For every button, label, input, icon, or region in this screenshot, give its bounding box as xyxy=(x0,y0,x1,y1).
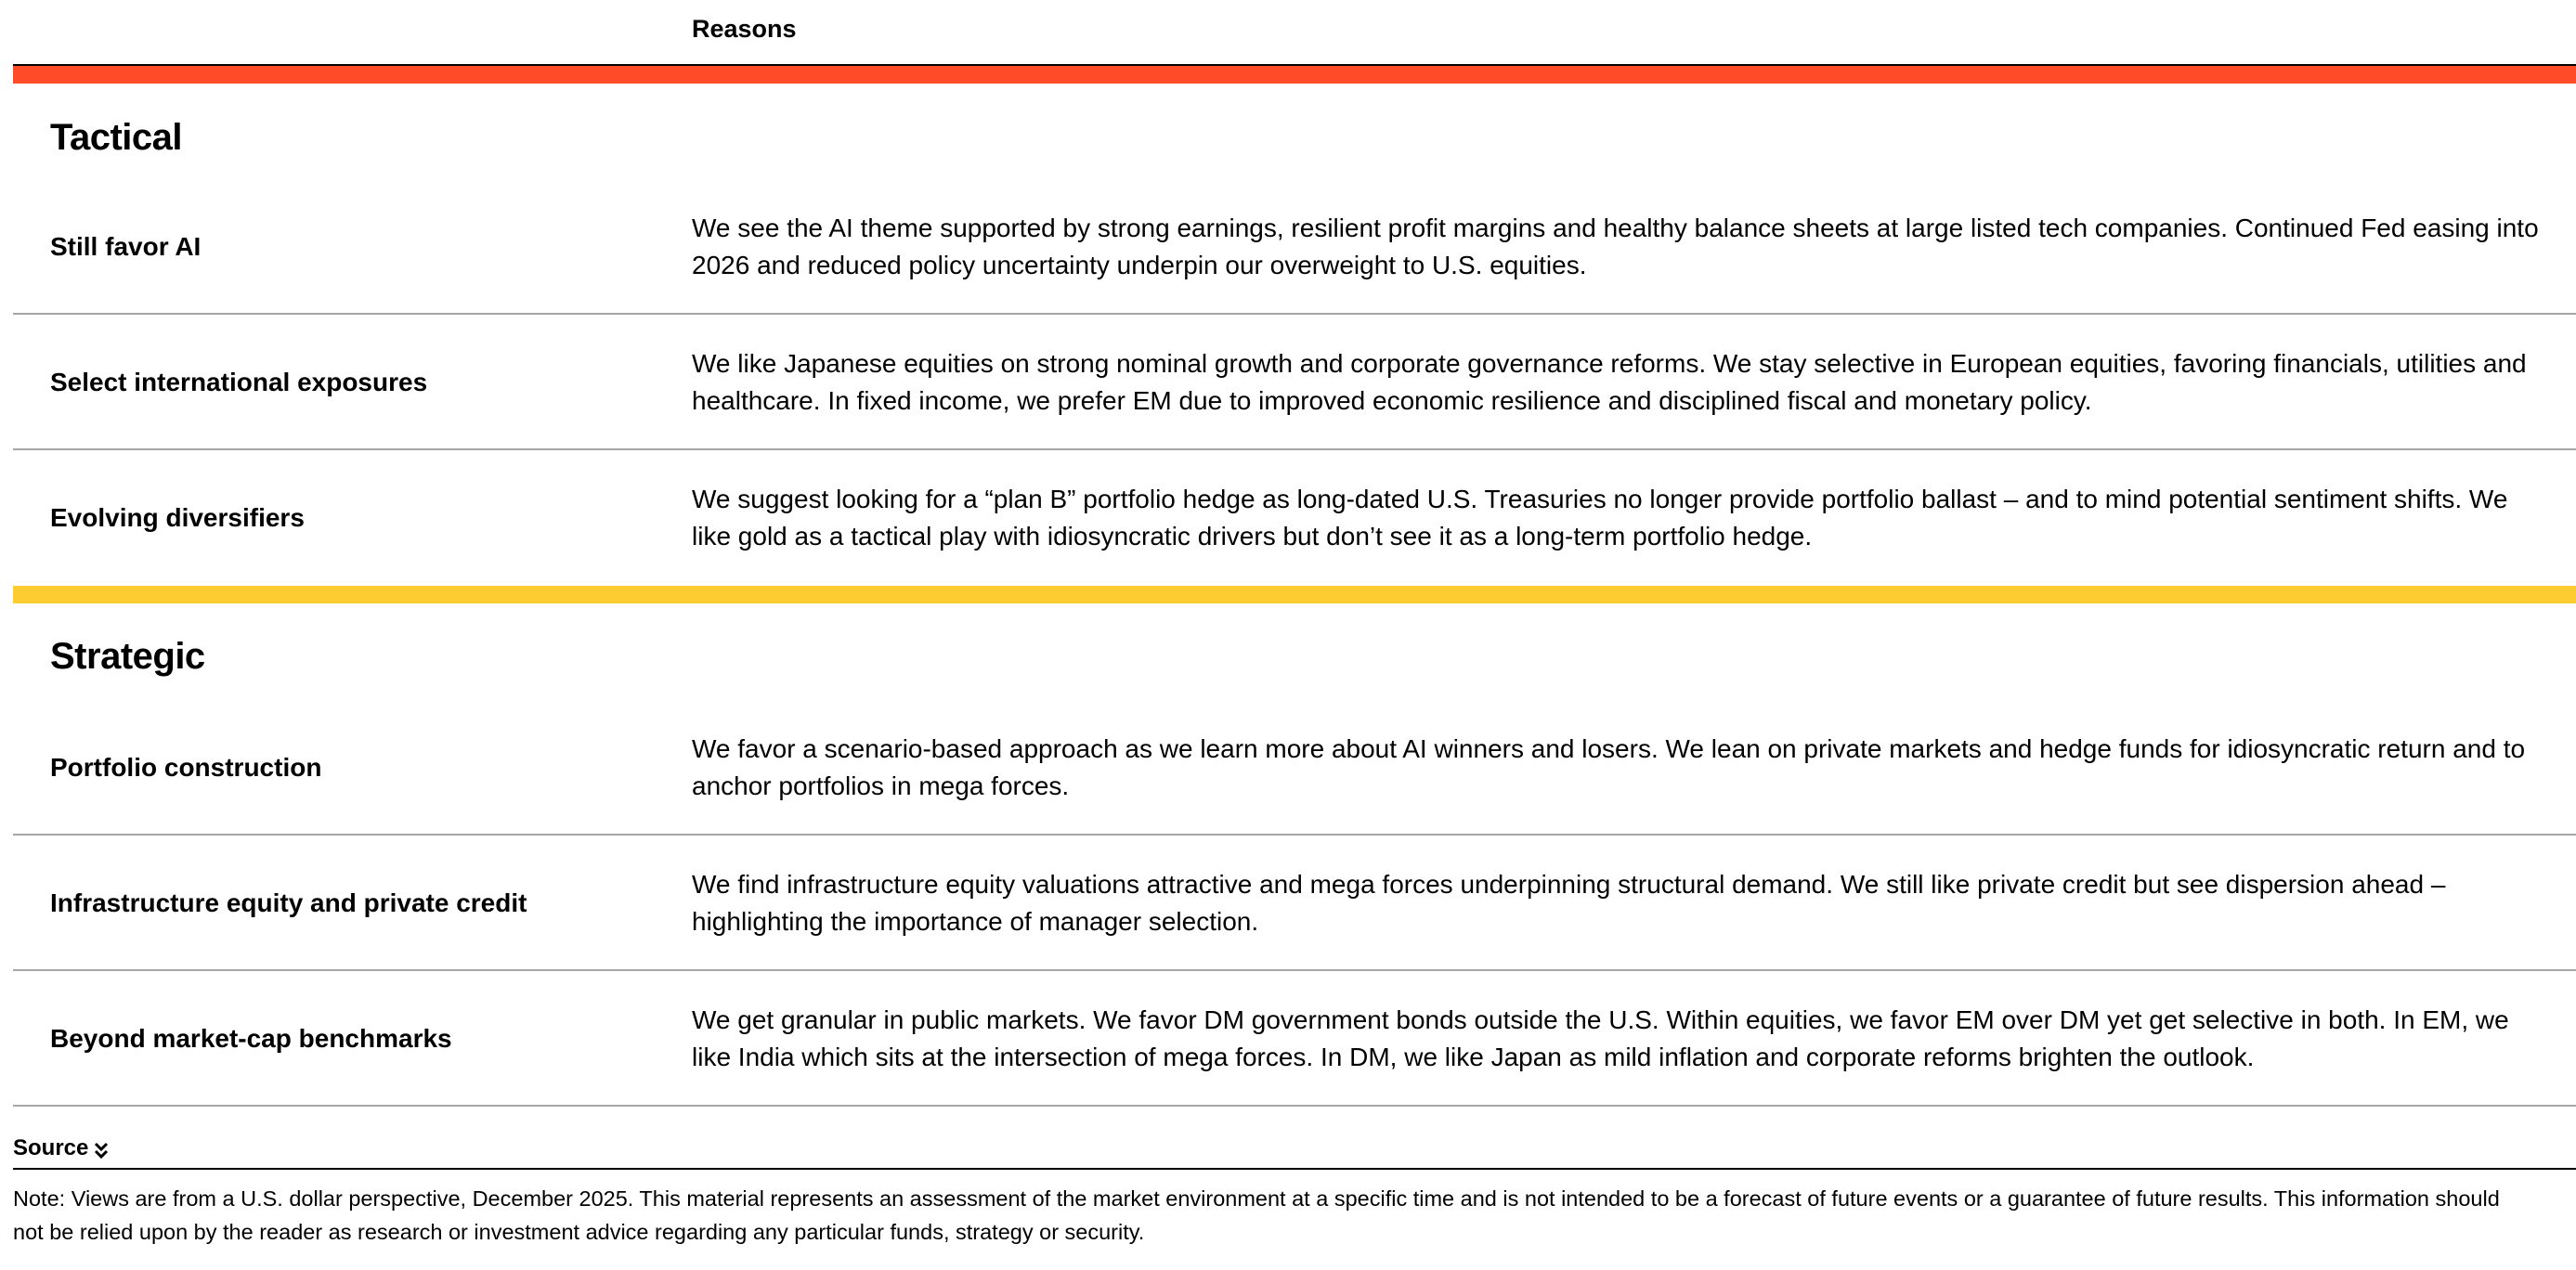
views-table xyxy=(13,0,2576,1270)
table-row xyxy=(13,700,2576,836)
row-reason: We find infrastructure equity valuations attractive and mega forces underpinning structural demand. We still like private credit but see dispersion ahead – highlighting the importance of manager selection. xyxy=(692,870,2446,936)
row-label: Evolving diversifiers xyxy=(50,503,305,532)
row-reason: We suggest looking for a “plan B” portfolio hedge as long-dated U.S. Treasuries no longer provide portfolio ballast – and to mind potential sentiment shifts. We like gold as a tactical play with idiosyncratic drivers but don’t see it as a long-term portfolio hedge. xyxy=(692,485,2508,551)
table-row xyxy=(13,315,2576,450)
table-row xyxy=(13,450,2576,586)
double-chevron-down-icon xyxy=(94,1139,109,1158)
table-row xyxy=(13,836,2576,971)
row-reason: We get granular in public markets. We favor DM government bonds outside the U.S. Within equities, we favor EM over DM yet get selective in both. In EM, we like India which sits at the intersection of mega forces. In DM, we like Japan as mild inflation and corporate reforms brighten the outlook. xyxy=(692,1005,2509,1071)
disclaimer-note: Note: Views are from a U.S. dollar perspective, December 2025. This material represents an assessment of the market environment at a specific time and is not intended to be a forecast of future events or a guarantee of future results. This information should not be relied upon by the reader as research or investment advice regarding any particular funds, strategy or security. xyxy=(13,1186,2500,1244)
table-row xyxy=(13,971,2576,1107)
row-reason: We favor a scenario-based approach as we learn more about AI winners and losers. We lean on private markets and hedge funds for idiosyncratic return and to anchor portfolios in mega forces. xyxy=(692,734,2526,800)
source-label: Source xyxy=(13,1135,89,1160)
row-label: Still favor AI xyxy=(50,232,202,261)
row-reason: We see the AI theme supported by strong earnings, resilient profit margins and healthy balance sheets at large listed tech companies. Continued Fed easing into 2026 and reduced policy uncertainty underpin our overweight to U.S. equities. xyxy=(692,214,2539,279)
tactical-color-bar xyxy=(13,66,2576,84)
row-reason: We like Japanese equities on strong nominal growth and corporate governance reforms. We stay selective in European equities, favoring financials, utilities and healthcare. In fixed income, we prefer EM due to improved economic resilience and disciplined fiscal and monetary policy. xyxy=(692,349,2527,415)
column-header-reasons: Reasons xyxy=(692,15,797,43)
section-title-tactical: Tactical xyxy=(50,117,182,158)
section-title-strategic: Strategic xyxy=(50,636,205,677)
row-divider xyxy=(13,1105,2576,1107)
row-label: Beyond market-cap benchmarks xyxy=(50,1024,452,1053)
row-label: Portfolio construction xyxy=(50,753,322,782)
row-label: Select international exposures xyxy=(50,368,428,396)
strategic-color-bar xyxy=(13,586,2576,603)
source-toggle[interactable] xyxy=(13,1134,109,1162)
row-label: Infrastructure equity and private credit xyxy=(50,888,527,917)
table-row xyxy=(13,179,2576,315)
source-rule xyxy=(13,1168,2576,1170)
